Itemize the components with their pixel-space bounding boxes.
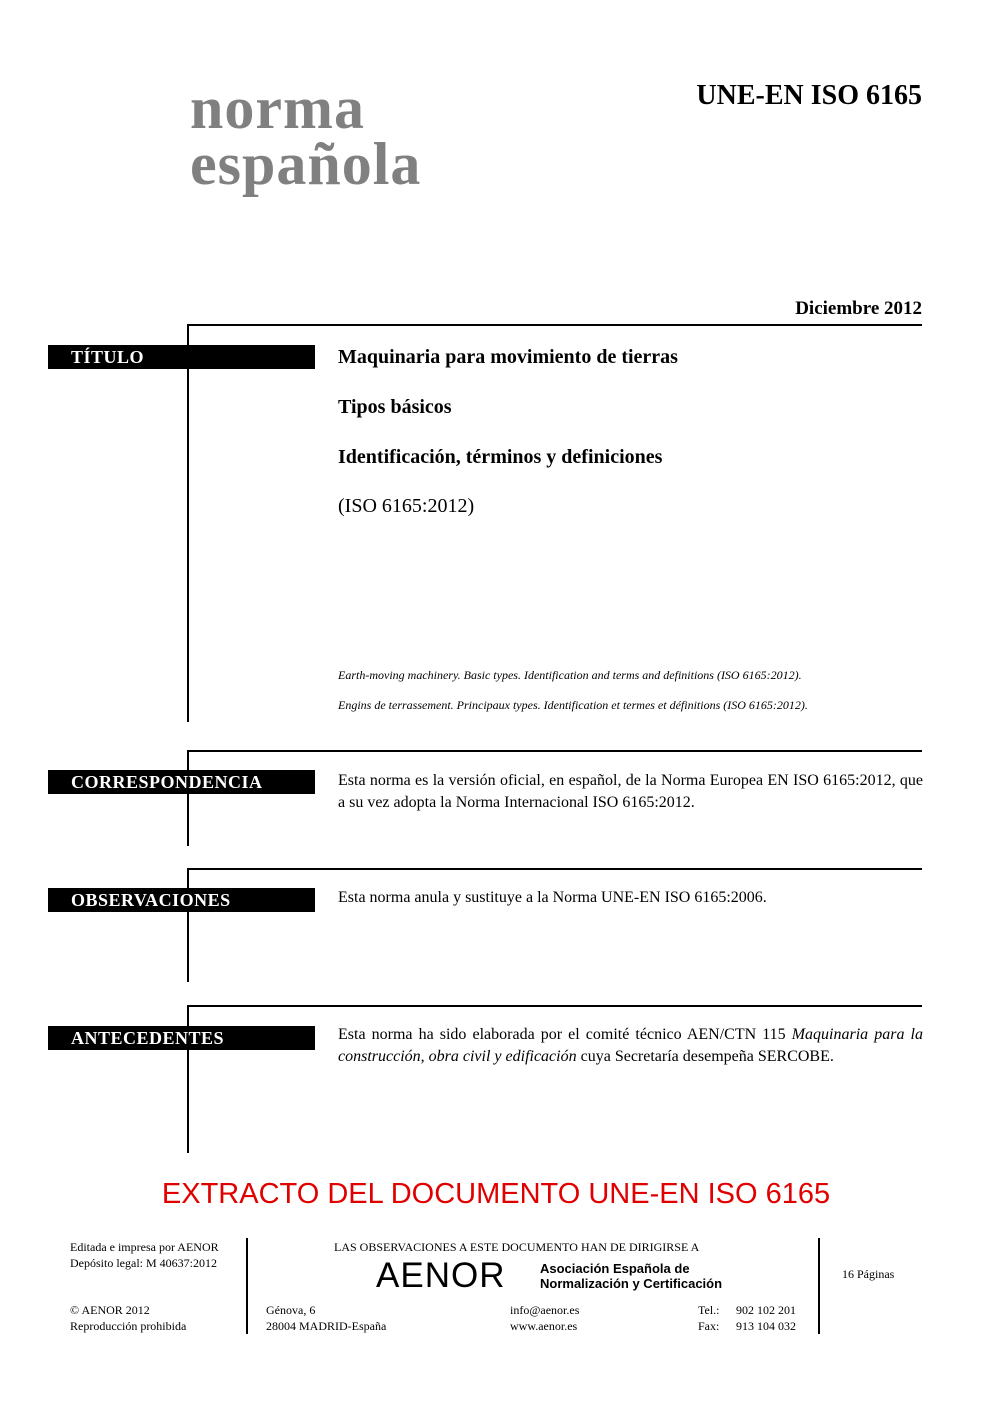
aenor-name-line-1: Asociación Española de [540,1261,690,1276]
footer-address [266,1302,386,1334]
footer-page-count: 16 Páginas [842,1267,895,1281]
footer-address-line-1: Génova, 6 [266,1303,316,1317]
section-label-correspondencia: CORRESPONDENCIA [48,770,315,794]
footer-fax-label: Fax: [698,1319,720,1333]
footer-contact [510,1302,579,1334]
section-label-antecedentes: ANTECEDENTES [48,1026,315,1050]
footer-web: www.aenor.es [510,1319,578,1333]
standard-code: UNE-EN ISO 6165 [696,80,922,111]
divider-antecedentes [188,1005,922,1007]
aenor-name-line-2: Normalización y Certificación [540,1276,723,1291]
footer-tel: 902 102 201 [736,1303,796,1317]
title-line-2: Tipos básicos [338,396,452,418]
footer-observations-header: LAS OBSERVACIONES A ESTE DOCUMENTO HAN DE DIRIGIRSE A [334,1240,700,1254]
section-label-observaciones: OBSERVACIONES [48,888,315,912]
footer-email: info@aenor.es [510,1303,580,1317]
title-english: Earth-moving machinery. Basic types. Identification and terms and definitions (ISO 6165:2012). [338,668,802,682]
extract-notice: EXTRACTO DEL DOCUMENTO UNE-EN ISO 6165 [161,1178,831,1210]
title-line-4: (ISO 6165:2012) [338,495,475,517]
footer-edition-info [70,1239,219,1271]
footer-phone-labels [698,1302,720,1334]
brand-line-1: norma [190,75,365,141]
vertical-rule-titulo [187,324,189,722]
brand-line-2: española [190,131,422,197]
divider-correspondencia [188,750,922,752]
aenor-full-name [540,1261,722,1291]
footer-copyright: © AENOR 2012 [70,1303,150,1317]
title-french: Engins de terrassement. Principaux types. Identification et termes et définitions (ISO 6165:2012). [338,698,808,712]
correspondencia-text: Esta norma es la versión oficial, en español, de la Norma Europea EN ISO 6165:2012, que a su vez adopta la Norma Internacional ISO 6165:2012. [338,772,923,811]
title-line-1: Maquinaria para movimiento de tierras [338,346,678,368]
brand-title [190,75,422,197]
section-label-titulo: TÍTULO [48,345,315,369]
title-line-3: Identificación, términos y definiciones [338,446,663,468]
observaciones-text: Esta norma anula y sustituye a la Norma UNE-EN ISO 6165:2006. [338,889,767,906]
antecedentes-text-end: cuya Secretaría desempeña SERCOBE. [576,1048,834,1065]
footer-address-line-2: 28004 MADRID-España [266,1319,387,1333]
publication-date: Diciembre 2012 [795,298,922,319]
footer-tel-label: Tel.: [698,1303,720,1317]
footer-reproduction: Reproducción prohibida [70,1319,187,1333]
antecedentes-text-start: Esta norma ha sido elaborada por el comité técnico AEN/CTN 115 [338,1026,792,1043]
aenor-logo: AENOR [376,1256,506,1295]
antecedentes-text [338,1024,923,1068]
footer-fax: 913 104 032 [736,1319,796,1333]
divider-titulo [188,324,922,326]
vertical-rule-observaciones [187,868,189,982]
footer-deposit: Depósito legal: M 40637:2012 [70,1256,217,1270]
vertical-rule-correspondencia [187,750,189,846]
footer-divider-right [818,1238,820,1334]
footer-copyright-info [70,1302,186,1334]
footer-edited: Editada e impresa por AENOR [70,1240,219,1254]
footer-divider-left [246,1238,248,1334]
footer-phone-numbers [736,1302,796,1334]
divider-observaciones [188,868,922,870]
committee-name: Maquinaria para la construcción, obra civil y edificación [338,1026,923,1065]
